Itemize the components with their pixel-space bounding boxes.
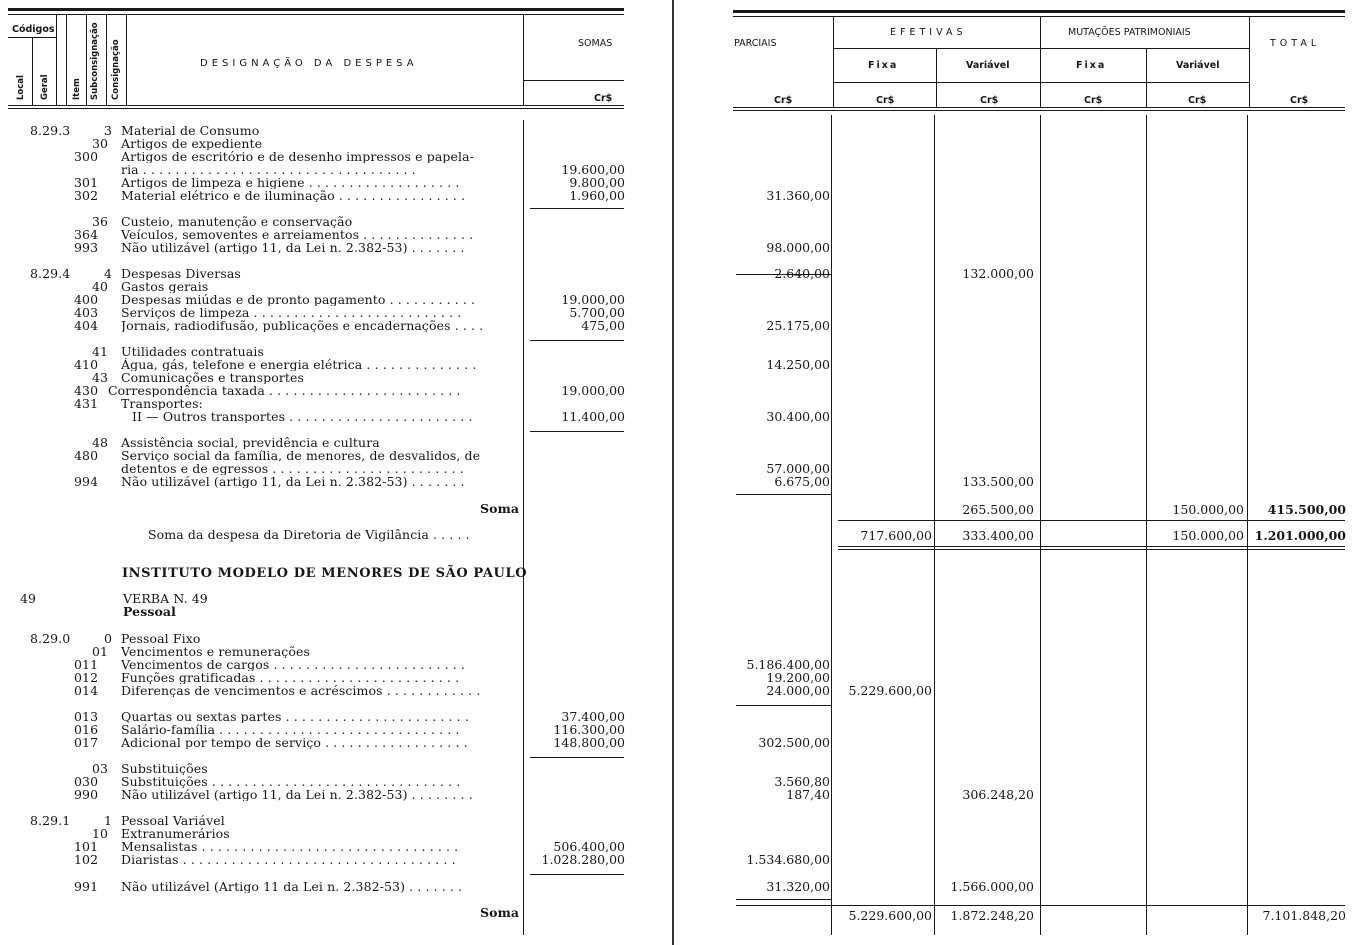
row-parciais-value: 24.000,00 [766, 683, 830, 698]
right-top-rule-thin [733, 16, 1345, 17]
efetivas-label: EFETIVAS [890, 27, 967, 38]
row-somas-value: 1.960,00 [569, 188, 625, 203]
row-code: 8.29.4 [30, 266, 71, 281]
row-code: 301 [74, 175, 99, 190]
rb-sep-1 [831, 115, 832, 935]
tot-rule-1 [838, 520, 1345, 521]
fixa-label: Fixa [868, 60, 899, 71]
row-designation: Substituições [121, 762, 208, 775]
row-somas-value: 148.800,00 [553, 735, 625, 750]
rc-mut-variavel: Cr$ [1188, 95, 1207, 106]
codigos-label: Códigos [12, 24, 55, 35]
row-code: 364 [74, 227, 99, 242]
row-code: 993 [74, 240, 99, 255]
row-designation: Veículos, semoventes e arreiamentos . . . . . . . . . . . . . . [121, 228, 474, 241]
mutacoes-label: MUTAÇÕES PATRIMONIAIS [1068, 27, 1191, 38]
row-designation: Artigos de expediente [121, 137, 263, 150]
dir-variavel: 333.400,00 [962, 528, 1034, 543]
row-parciais-value: 302.500,00 [758, 735, 830, 750]
rb-sep-4 [1146, 115, 1147, 935]
row-designation: Vencimentos de cargos . . . . . . . . . . . . . . . . . . . . . . . . [121, 658, 465, 671]
item-label: Item [72, 78, 82, 100]
par-underline-4 [736, 899, 831, 900]
row-designation: Material de Consumo [121, 124, 260, 137]
row-subcode: 3 [104, 123, 113, 138]
soma1-total: 415.500,00 [1267, 502, 1346, 517]
row-designation: Despesas miúdas e de pronto pagamento . . . . . . . . . . . [121, 293, 476, 306]
row-designation: Custeio, manutenção e conservação [121, 215, 353, 228]
row-code: 480 [74, 448, 99, 463]
row-code: 8.29.0 [30, 631, 71, 646]
row-somas-value: 37.400,00 [561, 709, 625, 724]
row-parciais-value: 31.320,00 [766, 879, 830, 894]
rh-sep-parciais [833, 17, 834, 107]
row-code: 400 [74, 292, 99, 307]
soma2-fixa: 5.229.600,00 [848, 908, 932, 923]
row-code: 8.29.1 [30, 813, 71, 828]
rc-mut-fixa: Cr$ [1084, 95, 1103, 106]
row-designation: Utilidades contratuais [121, 345, 264, 358]
row-code: 431 [74, 396, 99, 411]
dir-fixa: 717.600,00 [860, 528, 932, 543]
row-variavel-value: 306.248,20 [962, 787, 1034, 802]
row-code: 302 [74, 188, 99, 203]
row-fixa-value: 5.229.600,00 [848, 683, 932, 698]
mut-variavel-label: Variável [1176, 60, 1220, 71]
rc-variavel: Cr$ [980, 95, 999, 106]
row-subcode: 10 [92, 826, 109, 841]
row-designation: Não utilizável (artigo 11, da Lei n. 2.382-53) . . . . . . . . [121, 788, 473, 801]
subconsignacao-label: Subconsignação [90, 22, 100, 100]
soma1-variavel: 265.500,00 [962, 502, 1034, 517]
row-somas-value: 19.000,00 [561, 383, 625, 398]
tot-rule-4 [736, 905, 1345, 906]
row-code: 014 [74, 683, 99, 698]
row-somas-value: 506.400,00 [553, 839, 625, 854]
somas-label: SOMAS [578, 38, 613, 49]
row-designation: Extranumerários [121, 827, 230, 840]
rb-sep-3 [1040, 115, 1041, 935]
rb-sep-2 [934, 115, 935, 935]
row-designation: Mensalistas . . . . . . . . . . . . . . . . . . . . . . . . . . . . . . . . [121, 840, 459, 853]
row-parciais-value: 187,40 [786, 787, 830, 802]
row-parciais-value: 30.400,00 [766, 409, 830, 424]
row-somas-value: 1.028.280,00 [541, 852, 625, 867]
row-designation: Pessoal Fixo [121, 632, 201, 645]
row-designation: Substituições . . . . . . . . . . . . . . . . . . . . . . . . . . . . . . . [121, 775, 461, 788]
row-subcode: 30 [92, 136, 109, 151]
row-parciais-value: 6.675,00 [774, 474, 830, 489]
row-parciais-value: 3.560,80 [774, 774, 830, 789]
row-code: 030 [74, 774, 99, 789]
row-code: 013 [74, 709, 99, 724]
dir-mut-variavel: 150.000,00 [1172, 528, 1244, 543]
row-subcode: 48 [92, 435, 109, 450]
row-parciais-value: 57.000,00 [766, 461, 830, 476]
row-designation: Serviço social da família, de menores, de desvalidos, de [121, 449, 481, 462]
left-currency-label: Cr$ [594, 93, 613, 104]
right-header-bottom-rule [733, 107, 1345, 108]
row-subcode: 03 [92, 761, 109, 776]
row-designation: Não utilizável (artigo 11, da Lei n. 2.382-53) . . . . . . . [121, 241, 465, 254]
row-somas-value: 5.700,00 [569, 305, 625, 320]
row-code: 101 [74, 839, 99, 854]
row-designation: Assistência social, previdência e cultura [121, 436, 380, 449]
row-code: 403 [74, 305, 99, 320]
rc-fixa: Cr$ [876, 95, 895, 106]
row-designation: Material elétrico e de iluminação . . . . . . . . . . . . . . . . [121, 189, 466, 202]
row-somas-value: 116.300,00 [553, 722, 625, 737]
rh-h-low [833, 82, 1249, 83]
row-code: 300 [74, 149, 99, 164]
row-code: 017 [74, 735, 99, 750]
verba-label: VERBA N. 49 [123, 591, 208, 606]
consignacao-label: Consignação [111, 39, 121, 100]
row-parciais-value: 25.175,00 [766, 318, 830, 333]
row-parciais-value: 14.250,00 [766, 357, 830, 372]
total-label: TOTAL [1270, 38, 1321, 49]
row-designation: detentos e de egressos . . . . . . . . . . . . . . . . . . . . . . . . [121, 462, 464, 475]
local-label: Local [16, 75, 26, 100]
row-designation: Artigos de limpeza e higiene . . . . . . . . . . . . . . . . . . . [121, 176, 460, 189]
variavel-label: Variável [966, 60, 1010, 71]
row-designation: Transportes: [121, 397, 203, 410]
row-variavel-value: 1.566.000,00 [950, 879, 1034, 894]
row-subcode: 4 [104, 266, 113, 281]
row-subcode: 36 [92, 214, 109, 229]
soma2-label: Soma [480, 905, 520, 920]
row-parciais-value: 98.000,00 [766, 240, 830, 255]
row-designation: Diferenças de vencimentos e acréscimos . . . . . . . . . . . . [121, 684, 481, 697]
row-designation: Serviços de limpeza . . . . . . . . . . . . . . . . . . . . . . . . . . [121, 306, 462, 319]
row-code: 430 [74, 383, 99, 398]
rb-sep-5 [1247, 115, 1248, 935]
row-parciais-value: 19.200,00 [766, 670, 830, 685]
tot-rule-3 [838, 549, 1345, 550]
diretoria-total-label: Soma da despesa da Diretoria de Vigilância . . . . . [148, 527, 470, 542]
row-designation: Gastos gerais [121, 280, 209, 293]
instituto-title: INSTITUTO MODELO DE MENORES DE SÃO PAULO [122, 566, 528, 581]
parciais-label: PARCIAIS [734, 38, 777, 49]
row-subcode: 40 [92, 279, 109, 294]
row-somas-value: 19.600,00 [561, 162, 625, 177]
soma2-total: 7.101.848,20 [1262, 908, 1346, 923]
row-code: 991 [74, 879, 99, 894]
right-header-bottom-rule-2 [733, 110, 1345, 111]
row-subcode: 01 [92, 644, 109, 659]
row-somas-value: 475,00 [581, 318, 625, 333]
row-code: 410 [74, 357, 99, 372]
soma2-variavel: 1.872.248,20 [950, 908, 1034, 923]
verba-code: 49 [20, 591, 37, 606]
row-designation: Funções gratificadas . . . . . . . . . . . . . . . . . . . . . . . . . [121, 671, 460, 684]
row-code: 102 [74, 852, 99, 867]
row-designation: Despesas Diversas [121, 267, 241, 280]
row-somas-value: 9.800,00 [569, 175, 625, 190]
row-parciais-value: 31.360,00 [766, 188, 830, 203]
row-subcode: 1 [104, 813, 113, 828]
row-designation: II — Outros transportes . . . . . . . . . . . . . . . . . . . . . . . [132, 410, 473, 423]
row-variavel-value: 132.000,00 [962, 266, 1034, 281]
row-designation: Jornais, radiodifusão, publicações e encadernações . . . . [121, 319, 484, 332]
row-designation: Comunicações e transportes [121, 371, 305, 384]
soma1-label: Soma [480, 501, 520, 516]
row-parciais-value: 2.640,00 [774, 266, 830, 281]
row-code: 8.29.3 [30, 123, 71, 138]
mut-fixa-label: Fixa [1076, 60, 1107, 71]
rh-sep-efetivas [1040, 17, 1041, 107]
row-code: 016 [74, 722, 99, 737]
rc-parciais: Cr$ [774, 95, 793, 106]
dir-total: 1.201.000,00 [1254, 528, 1346, 543]
row-variavel-value: 133.500,00 [962, 474, 1034, 489]
row-code: 012 [74, 670, 99, 685]
rc-total: Cr$ [1290, 95, 1309, 106]
row-code: 990 [74, 787, 99, 802]
designacao-label: DESIGNAÇÃO DA DESPESA [200, 58, 418, 69]
row-designation: Água, gás, telefone e energia elétrica . . . . . . . . . . . . . . [121, 358, 477, 371]
row-designation: Pessoal Variável [121, 814, 225, 827]
geral-label: Geral [40, 74, 50, 100]
soma1-mut-variavel: 150.000,00 [1172, 502, 1244, 517]
row-subcode: 43 [92, 370, 109, 385]
row-parciais-value: 5.186.400,00 [746, 657, 830, 672]
row-designation: Adicional por tempo de serviço . . . . . . . . . . . . . . . . . . [121, 736, 468, 749]
row-code: 404 [74, 318, 99, 333]
rh-sep-total [1249, 17, 1250, 107]
par-underline-2 [736, 494, 831, 495]
row-designation: Diaristas . . . . . . . . . . . . . . . . . . . . . . . . . . . . . . . . . . [121, 853, 456, 866]
rh-h-mid [833, 48, 1249, 49]
row-somas-value: 19.000,00 [561, 292, 625, 307]
row-code: 994 [74, 474, 99, 489]
row-designation: Vencimentos e remunerações [121, 645, 311, 658]
row-designation: Quartas ou sextas partes . . . . . . . . . . . . . . . . . . . . . . . [121, 710, 469, 723]
row-designation: Artigos de escritório e de desenho impressos e papela- [121, 150, 474, 163]
row-somas-value: 11.400,00 [561, 409, 625, 424]
row-parciais-value: 1.534.680,00 [746, 852, 830, 867]
row-designation: ria . . . . . . . . . . . . . . . . . . . . . . . . . . . . . . . . . . [121, 163, 416, 176]
row-code: 011 [74, 657, 99, 672]
row-designation: Não utilizável (Artigo 11 da Lei n. 2.382-53) . . . . . . . [121, 880, 463, 893]
right-top-rule-thick [733, 10, 1345, 13]
rh-sep-fixa [936, 48, 937, 107]
row-designation: Correspondência taxada . . . . . . . . . . . . . . . . . . . . . . . . [108, 384, 461, 397]
rh-sep-mut-fixa [1146, 48, 1147, 107]
row-subcode: 41 [92, 344, 109, 359]
row-designation: Não utilizável (artigo 11, da Lei n. 2.382-53) . . . . . . . [121, 475, 465, 488]
verba-sub: Pessoal [123, 604, 176, 619]
row-subcode: 0 [104, 631, 113, 646]
tot-rule-2 [838, 546, 1345, 547]
row-designation: Salário-família . . . . . . . . . . . . . . . . . . . . . . . . . . . . . . [121, 723, 460, 736]
par-underline-3 [736, 705, 831, 706]
